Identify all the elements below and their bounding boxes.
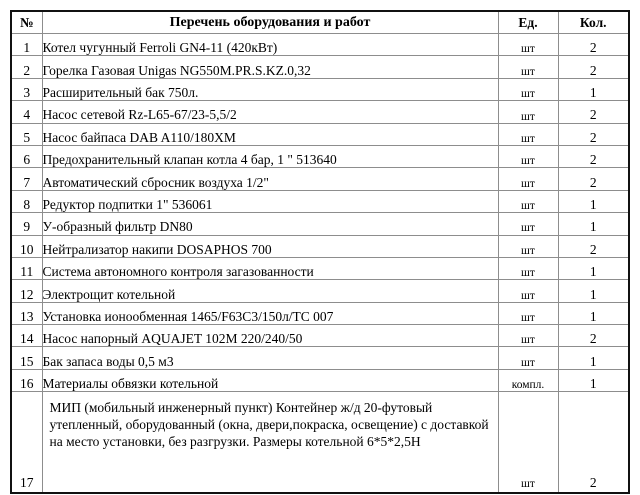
row-quantity-cell: 1 [558, 369, 629, 391]
row-unit-cell: шт [498, 101, 558, 123]
row-description-cell: Материалы обвязки котельной [42, 369, 498, 391]
row-description-cell: Электрощит котельной [42, 280, 498, 302]
column-header-quantity: Кол. [558, 11, 629, 34]
row-description-cell: Горелка Газовая Unigas NG550M.PR.S.KZ.0,32 [42, 56, 498, 78]
column-header-unit: Ед. [498, 11, 558, 34]
table-row [11, 235, 629, 257]
row-unit-cell: компл. [498, 369, 558, 391]
column-header-description: Перечень оборудования и работ [42, 11, 498, 34]
table-body [11, 34, 629, 494]
table-header [11, 11, 629, 34]
row-unit-cell: шт [498, 34, 558, 56]
row-number-cell: 7 [11, 168, 42, 190]
row-quantity-cell: 1 [558, 190, 629, 212]
row-number-cell: 13 [11, 302, 42, 324]
row-quantity-cell: 2 [558, 235, 629, 257]
row-description-cell: Котел чугунный Ferroli GN4-11 (420кВт) [42, 34, 498, 56]
table-row [11, 145, 629, 167]
table-row [11, 101, 629, 123]
row-unit-cell: шт [498, 325, 558, 347]
table-row [11, 78, 629, 100]
row-description-cell: Автоматический сбросник воздуха 1/2" [42, 168, 498, 190]
table-row [11, 34, 629, 56]
row-number-cell: 8 [11, 190, 42, 212]
row-description-cell: Насос байпаса DAB A110/180XM [42, 123, 498, 145]
row-quantity-cell: 2 [558, 168, 629, 190]
row-number-cell: 10 [11, 235, 42, 257]
row-unit-cell: шт [498, 78, 558, 100]
row-quantity-cell: 2 [558, 145, 629, 167]
table-row [11, 280, 629, 302]
row-description-cell: Бак запаса воды 0,5 м3 [42, 347, 498, 369]
table-row [11, 168, 629, 190]
row-number-cell: 6 [11, 145, 42, 167]
row-description-cell: Насос напорный AQUAJET 102M 220/240/50 [42, 325, 498, 347]
row-number-cell: 16 [11, 369, 42, 391]
row-description-cell: Система автономного контроля загазованности [42, 257, 498, 279]
row-description-cell: Нейтрализатор накипи DOSAPHOS 700 [42, 235, 498, 257]
row-unit-cell: шт [498, 168, 558, 190]
table-row [11, 369, 629, 391]
row-number-cell: 3 [11, 78, 42, 100]
row-quantity-cell: 2 [558, 123, 629, 145]
row-number-cell: 4 [11, 101, 42, 123]
row-number-cell: 14 [11, 325, 42, 347]
row-description-cell: Установка ионообменная 1465/F63C3/150л/TC 007 [42, 302, 498, 324]
row-unit-cell: шт [498, 347, 558, 369]
row-number-cell: 17 [11, 392, 42, 494]
row-unit-cell: шт [498, 280, 558, 302]
table-row [11, 347, 629, 369]
row-description-cell: Насос сетевой Rz-L65-67/23-5,5/2 [42, 101, 498, 123]
table-header-row [11, 11, 629, 34]
row-unit-cell: шт [498, 190, 558, 212]
row-quantity-cell: 1 [558, 213, 629, 235]
row-number-cell: 11 [11, 257, 42, 279]
row-description-cell: МИП (мобильный инженерный пункт) Контейнер ж/д 20-футовый утепленный, оборудованный (окна, двери,покраска, освещение) с доставкой на место установки, без разгрузки. Размеры котельной 6*5*2,5Н [42, 392, 498, 494]
row-unit-cell: шт [498, 56, 558, 78]
row-quantity-cell: 2 [558, 392, 629, 494]
table-row [11, 123, 629, 145]
row-number-cell: 15 [11, 347, 42, 369]
row-number-cell: 5 [11, 123, 42, 145]
row-number-cell: 2 [11, 56, 42, 78]
row-unit-cell: шт [498, 257, 558, 279]
column-header-number: № [11, 11, 42, 34]
row-quantity-cell: 1 [558, 257, 629, 279]
row-unit-cell: шт [498, 213, 558, 235]
row-description-cell: Предохранительный клапан котла 4 бар, 1 " 513640 [42, 145, 498, 167]
row-unit-cell: шт [498, 145, 558, 167]
row-unit-cell: шт [498, 123, 558, 145]
row-number-cell: 9 [11, 213, 42, 235]
row-quantity-cell: 1 [558, 78, 629, 100]
row-quantity-cell: 2 [558, 325, 629, 347]
row-quantity-cell: 1 [558, 302, 629, 324]
row-unit-cell: шт [498, 392, 558, 494]
row-unit-cell: шт [498, 302, 558, 324]
row-description-cell: Редуктор подпитки 1" 536061 [42, 190, 498, 212]
row-quantity-cell: 2 [558, 101, 629, 123]
table-row [11, 392, 629, 494]
table-row [11, 302, 629, 324]
row-description-cell: Расширительный бак 750л. [42, 78, 498, 100]
table-row [11, 190, 629, 212]
equipment-table [10, 10, 630, 494]
table-row [11, 257, 629, 279]
table-row [11, 56, 629, 78]
row-number-cell: 12 [11, 280, 42, 302]
row-quantity-cell: 1 [558, 347, 629, 369]
row-unit-cell: шт [498, 235, 558, 257]
row-quantity-cell: 2 [558, 34, 629, 56]
row-number-cell: 1 [11, 34, 42, 56]
row-quantity-cell: 1 [558, 280, 629, 302]
table-row [11, 213, 629, 235]
row-quantity-cell: 2 [558, 56, 629, 78]
table-row [11, 325, 629, 347]
row-description-cell: У-образный фильтр DN80 [42, 213, 498, 235]
